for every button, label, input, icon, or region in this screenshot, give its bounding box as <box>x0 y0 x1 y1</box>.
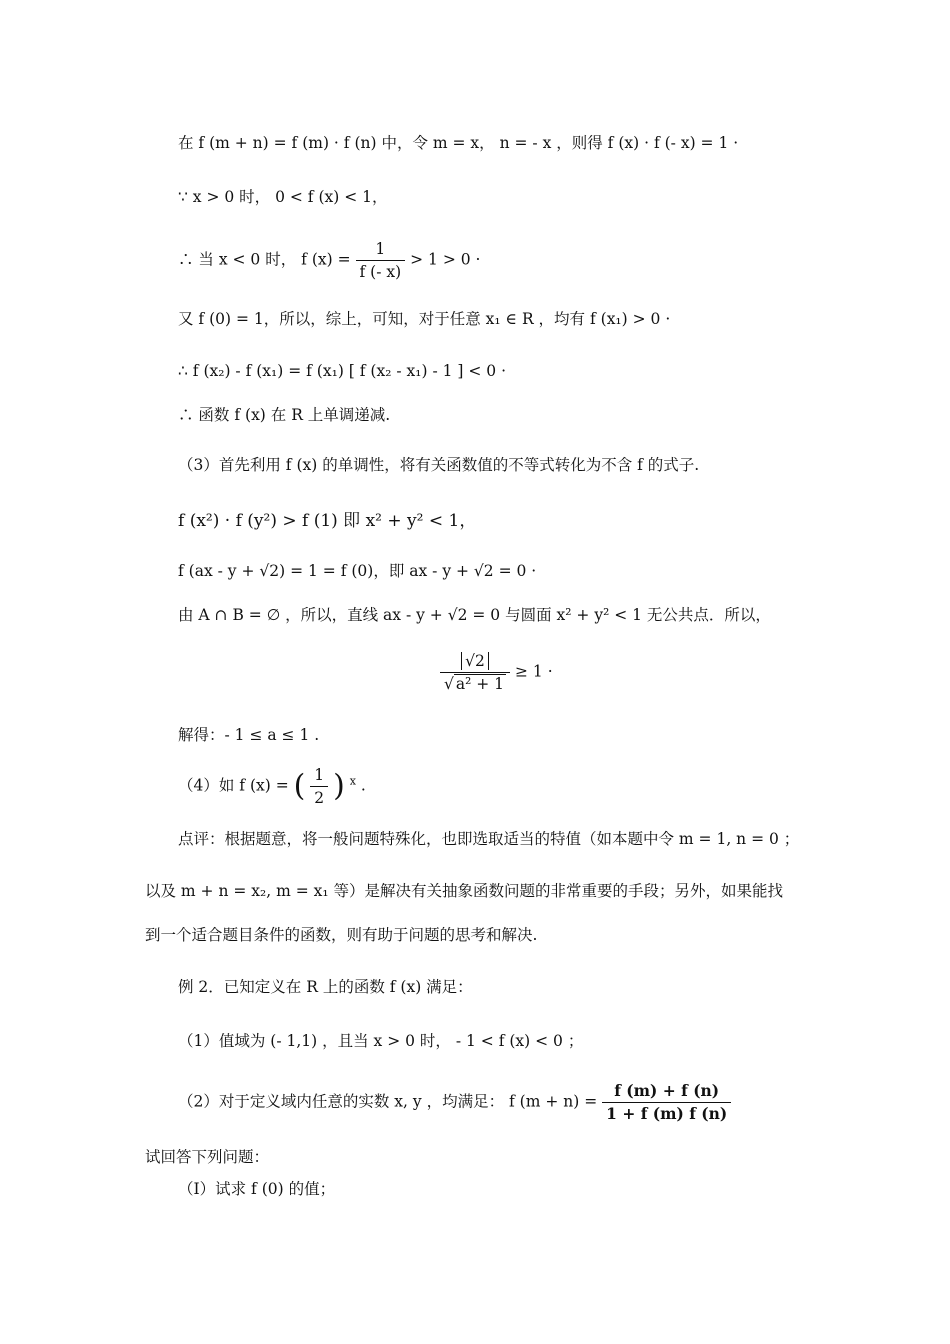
line-11-fraction <box>440 650 510 695</box>
line-11-denominator: √ a² + 1 <box>440 672 510 695</box>
text-line-17: 例 2．已知定义在 R 上的函数 f (x) 满足： <box>178 978 473 996</box>
line-3-numerator: 1 <box>375 240 386 258</box>
line-19-prefix: （2）对于定义域内任意的实数 x, y ，均满足： f (m + n) = <box>178 1092 598 1111</box>
text-line-11 <box>440 650 553 695</box>
text-line-3 <box>178 238 480 283</box>
text-line-19 <box>178 1080 731 1125</box>
line-3-denominator: f (- x) <box>356 260 406 283</box>
text-line-1: 在 f (m + n) = f (m) · f (n) 中，令 m = x， n = - x ，则得 f (x) · f (- x) = 1 · <box>178 134 739 152</box>
line-19-fraction <box>602 1080 731 1125</box>
text-line-7: （3）首先利用 f (x) 的单调性，将有关函数值的不等式转化为不含 f 的式子. <box>178 456 700 474</box>
text-line-4: 又 f (0) = 1，所以，综上，可知，对于任意 x₁ ∈ R ，均有 f (x₁) > 0 · <box>178 310 671 328</box>
text-line-13 <box>178 764 366 809</box>
line-19-numerator: f (m) + f (n) <box>614 1081 720 1100</box>
text-line-9: f (ax - y + √2) = 1 = f (0)，即 ax - y + √2 = 0 · <box>178 562 537 580</box>
line-13-exponent: x <box>349 774 356 788</box>
line-13-denominator: 2 <box>310 786 328 809</box>
text-line-18: （1）值域为 (- 1,1) ，且当 x > 0 时， - 1 < f (x) < 0 ； <box>178 1032 584 1050</box>
text-line-12: 解得：- 1 ≤ a ≤ 1 . <box>178 726 320 744</box>
line-3-suffix: > 1 > 0 · <box>410 250 481 269</box>
line-11-numerator <box>440 650 510 672</box>
line-13-suffix: . <box>360 776 366 795</box>
line-13-right-paren: ) <box>333 768 345 804</box>
line-3-fraction <box>356 238 406 283</box>
line-11-suffix: ≥ 1 · <box>515 662 553 681</box>
line-13-left-paren: ( <box>293 768 306 804</box>
line-13-prefix: （4）如 f (x) = <box>178 776 289 795</box>
line-19-denominator: 1 + f (m) f (n) <box>602 1102 731 1125</box>
line-11-radicand: a² + 1 <box>455 675 505 693</box>
text-line-21: （Ⅰ）试求 f (0) 的值； <box>178 1180 336 1198</box>
text-line-8: f (x²) · f (y²) > f (1) 即 x² + y² < 1， <box>178 511 477 531</box>
text-line-5: ∴ f (x₂) - f (x₁) = f (x₁) [ f (x₂ - x₁) - 1 ] < 0 · <box>178 362 507 380</box>
text-line-2: ∵ x > 0 时， 0 < f (x) < 1， <box>178 188 388 206</box>
text-line-16: 到一个适合题目条件的函数，则有助于问题的思考和解决. <box>145 926 538 944</box>
text-line-15: 以及 m + n = x₂, m = x₁ 等）是解决有关抽象函数问题的非常重要的手段；另外，如果能找 <box>145 882 784 900</box>
text-line-6: ∴ 函数 f (x) 在 R 上单调递减. <box>178 406 391 424</box>
line-11-abs-sqrt: √2 <box>461 652 489 670</box>
text-line-10: 由 A ∩ B = ∅ ，所以，直线 ax - y + √2 = 0 与圆面 x² + y² < 1 无公共点．所以， <box>178 606 771 624</box>
line-13-numerator: 1 <box>314 766 325 784</box>
text-line-20: 试回答下列问题： <box>145 1148 270 1166</box>
text-line-14: 点评：根据题意，将一般问题特殊化，也即选取适当的特值（如本题中令 m = 1, n = 0 ； <box>178 830 800 848</box>
line-3-prefix: ∴ 当 x < 0 时， f (x) = <box>178 250 351 269</box>
line-13-fraction <box>310 764 328 809</box>
